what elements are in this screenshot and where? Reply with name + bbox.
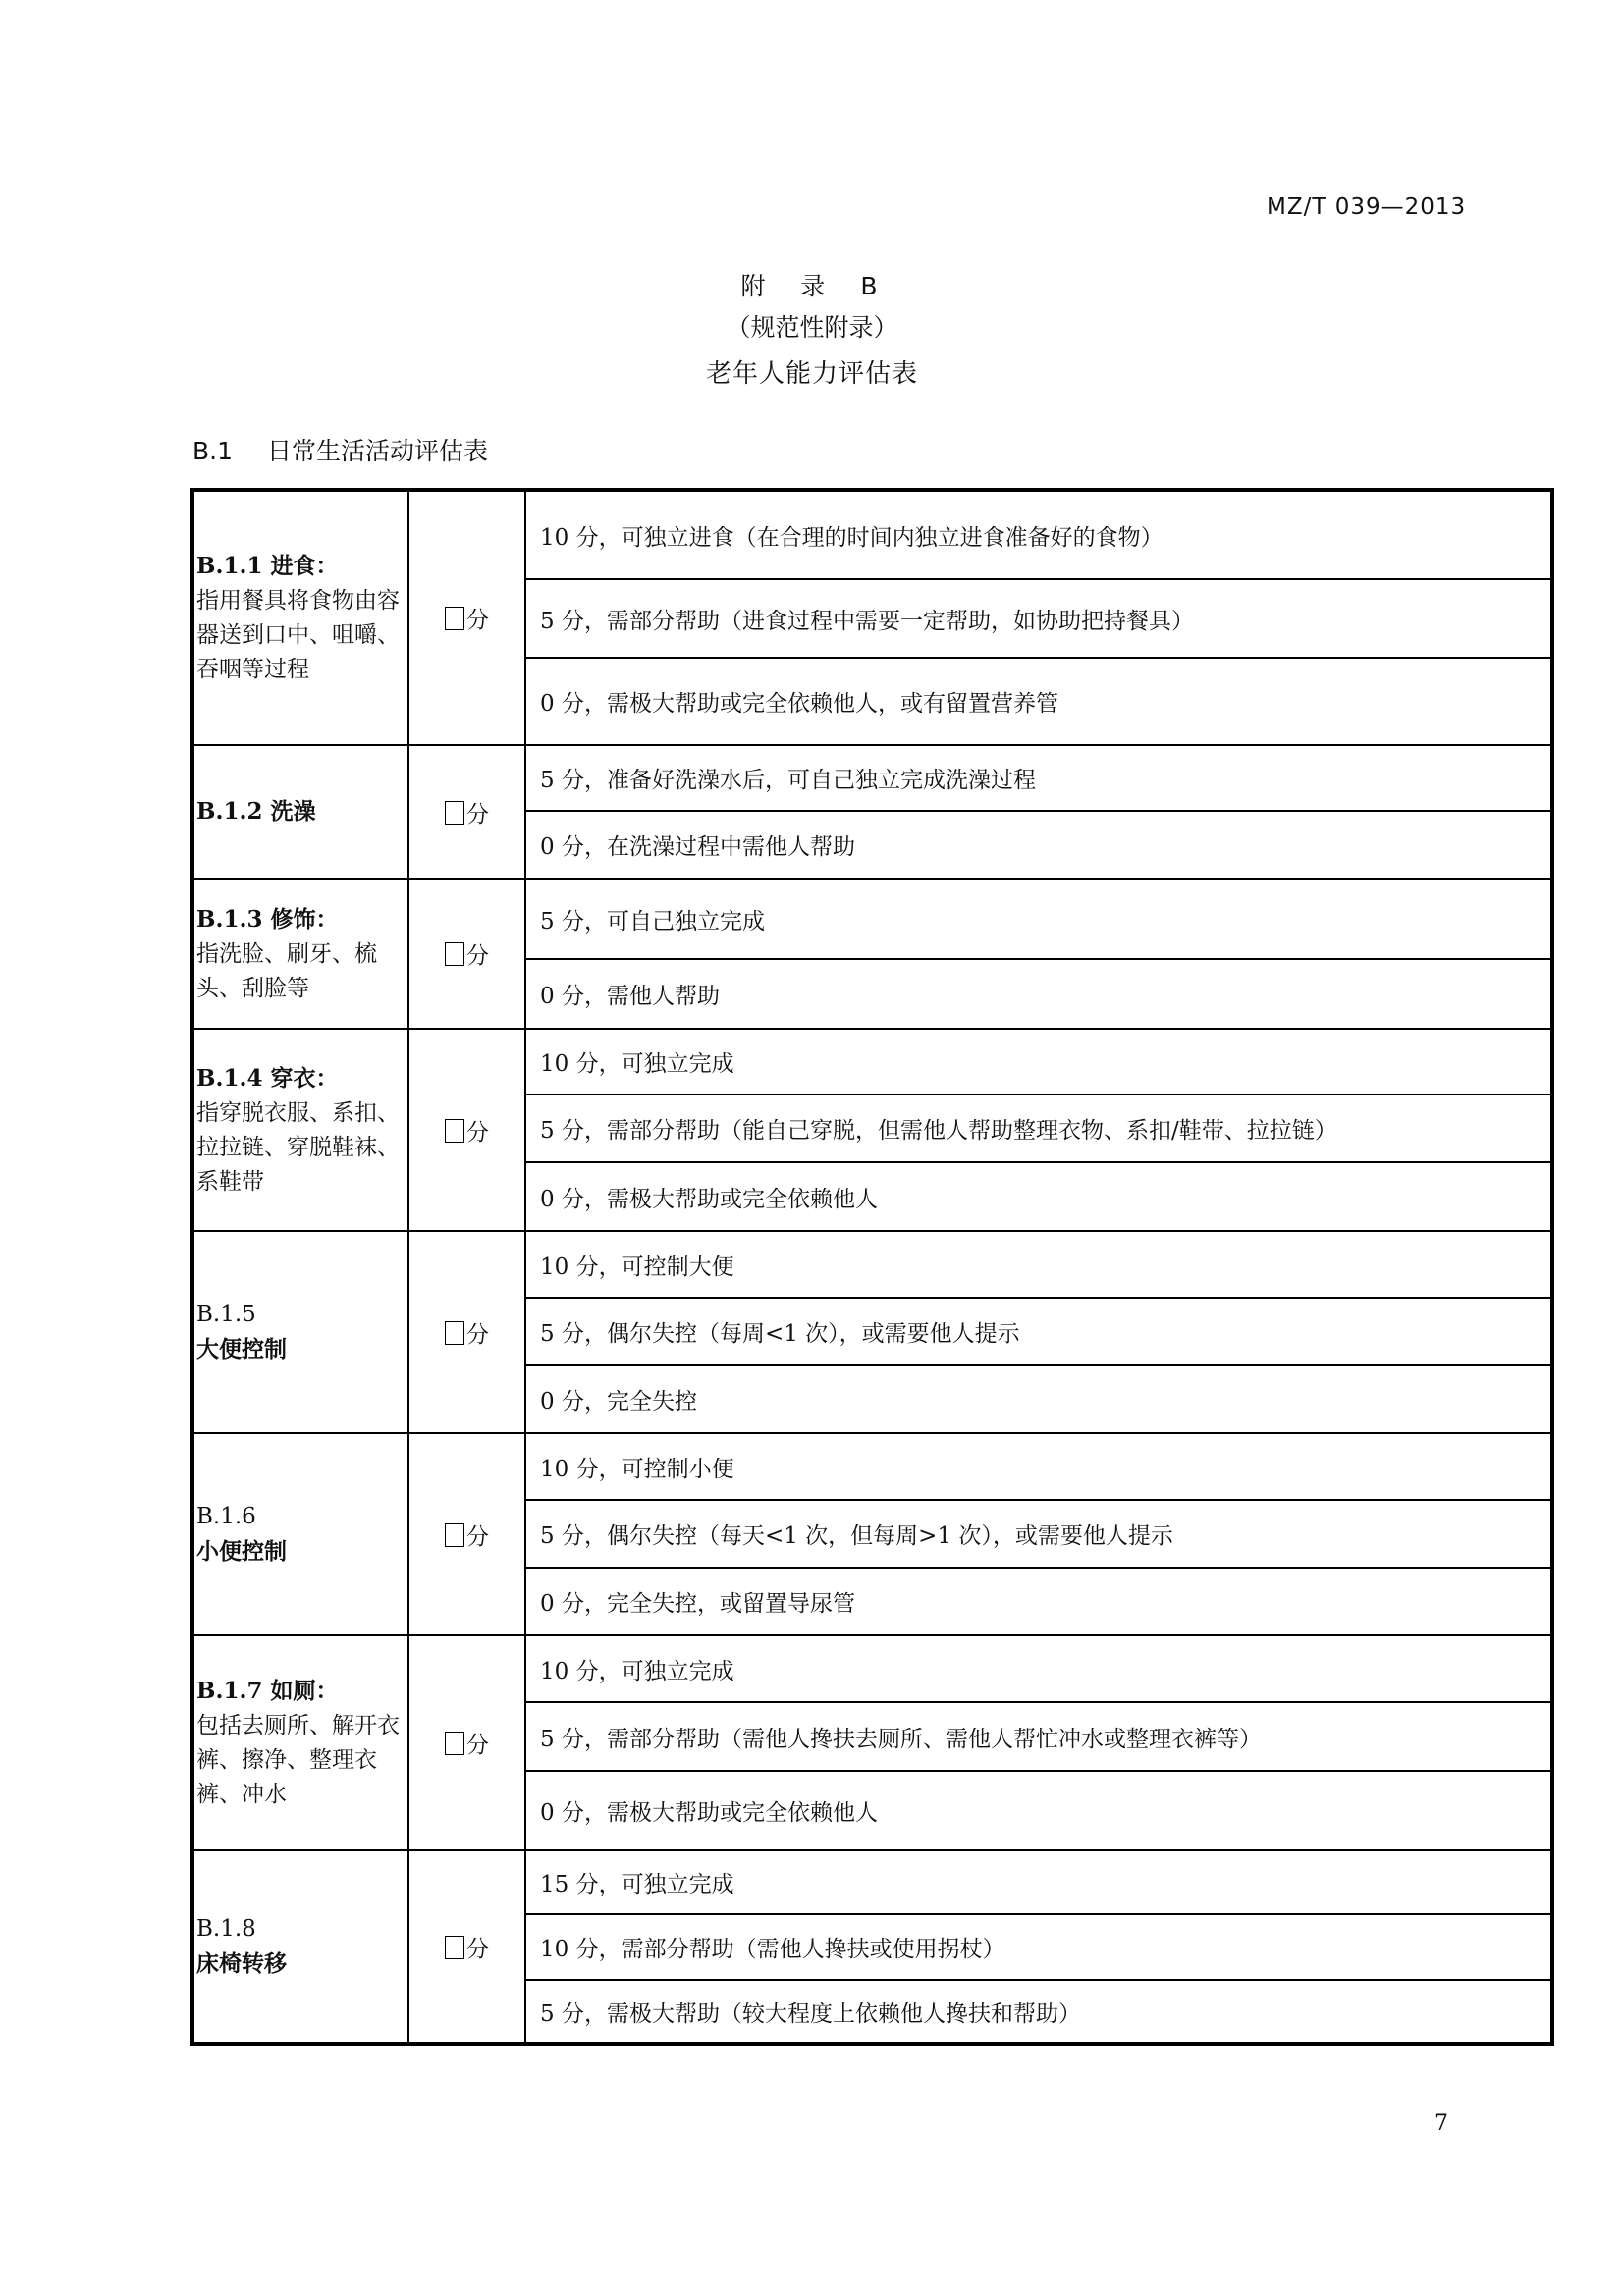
option-cell: 10 分，可独立进食（在合理的时间内独立进食准备好的食物）: [525, 490, 1552, 579]
table-row: [192, 1231, 1552, 1298]
item-code: B.1.5: [196, 1302, 256, 1327]
table-row: [192, 879, 1552, 959]
item-code: B.1.8: [196, 1916, 256, 1942]
item-cell-b14: [192, 1029, 408, 1231]
checkbox-square-icon[interactable]: [445, 1732, 464, 1755]
item-code: B.1.2 洗澡: [196, 798, 316, 825]
option-cell: 5 分，需部分帮助（进食过程中需要一定帮助，如协助把持餐具）: [525, 579, 1552, 658]
item-description: 包括去厕所、解开衣裤、擦净、整理衣裤、冲水: [196, 1713, 400, 1807]
item-code: B.1.4 穿衣：: [196, 1064, 339, 1092]
option-cell: 10 分，可控制大便: [525, 1231, 1552, 1298]
table-row: [192, 1433, 1552, 1500]
item-description: 指用餐具将食物由容器送到口中、咀嚼、吞咽等过程: [196, 588, 400, 682]
score-input-b13[interactable]: 分: [408, 879, 525, 1029]
checkbox-square-icon[interactable]: [445, 607, 464, 630]
checkbox-square-icon[interactable]: [445, 1119, 464, 1143]
option-cell: 5 分，可自己独立完成: [525, 879, 1552, 959]
checkbox-square-icon[interactable]: [445, 942, 464, 966]
item-description: 指穿脱衣服、系扣、拉拉链、穿脱鞋袜、系鞋带: [196, 1099, 400, 1195]
checkbox-square-icon[interactable]: [445, 1936, 464, 1959]
item-code: B.1.1 进食：: [196, 553, 339, 579]
section-title: 日常生活活动评估表: [267, 437, 489, 465]
option-cell: 5 分，准备好洗澡水后，可自己独立完成洗澡过程: [525, 745, 1552, 811]
page-number: 7: [1435, 2111, 1448, 2136]
option-cell: 0 分，需极大帮助或完全依赖他人: [525, 1162, 1552, 1231]
option-cell: 10 分，可独立完成: [525, 1029, 1552, 1095]
table-row: [192, 1029, 1552, 1095]
option-cell: 0 分，需极大帮助或完全依赖他人: [525, 1771, 1552, 1850]
score-input-b11[interactable]: 分: [408, 490, 525, 745]
score-input-b16[interactable]: 分: [408, 1433, 525, 1635]
item-code: B.1.3 修饰：: [196, 905, 339, 933]
option-cell: 0 分，需他人帮助: [525, 959, 1552, 1029]
standard-code: MZ/T 039—2013: [1267, 194, 1467, 220]
option-cell: 0 分，完全失控: [525, 1365, 1552, 1433]
item-cell-b12: [192, 745, 408, 879]
item-description: 大便控制: [196, 1336, 287, 1362]
item-cell-b13: [192, 879, 408, 1029]
annex-type: （规范性附录）: [726, 313, 898, 342]
table-row: [192, 1850, 1552, 1914]
item-cell-b15: [192, 1231, 408, 1433]
score-input-b18[interactable]: 分: [408, 1850, 525, 2044]
option-cell: 5 分，需部分帮助（需他人搀扶去厕所、需他人帮忙冲水或整理衣裤等）: [525, 1702, 1552, 1771]
item-cell-b17: [192, 1635, 408, 1850]
option-cell: 10 分，可控制小便: [525, 1433, 1552, 1500]
section-heading: [192, 432, 488, 467]
option-cell: 5 分，需极大帮助（较大程度上依赖他人搀扶和帮助）: [525, 1980, 1552, 2044]
score-input-b17[interactable]: 分: [408, 1635, 525, 1850]
option-cell: 15 分，可独立完成: [525, 1850, 1552, 1914]
score-input-b12[interactable]: 分: [408, 745, 525, 879]
checkbox-square-icon[interactable]: [445, 1321, 464, 1345]
table-row: [192, 490, 1552, 579]
table-row: [192, 1635, 1552, 1702]
annex-label: 附 录 B: [740, 272, 884, 300]
item-description: 小便控制: [196, 1538, 287, 1565]
option-cell: 0 分，完全失控，或留置导尿管: [525, 1568, 1552, 1635]
option-cell: 5 分，需部分帮助（能自己穿脱，但需他人帮助整理衣物、系扣/鞋带、拉拉链）: [525, 1095, 1552, 1162]
option-cell: 5 分，偶尔失控（每天<1 次，但每周>1 次），或需要他人提示: [525, 1500, 1552, 1568]
item-code: B.1.7 如厕：: [196, 1678, 339, 1704]
checkbox-square-icon[interactable]: [445, 801, 464, 825]
item-cell-b16: [192, 1433, 408, 1635]
item-cell-b11: [192, 490, 408, 745]
option-cell: 0 分，在洗澡过程中需他人帮助: [525, 811, 1552, 879]
item-cell-b18: [192, 1850, 408, 2044]
checkbox-square-icon[interactable]: [445, 1523, 464, 1547]
adl-assessment-table: [190, 488, 1554, 2046]
score-input-b14[interactable]: 分: [408, 1029, 525, 1231]
item-description: 床椅转移: [196, 1950, 287, 1977]
option-cell: 0 分，需极大帮助或完全依赖他人，或有留置营养管: [525, 658, 1552, 745]
item-description: 指洗脸、刷牙、梳头、刮脸等: [196, 940, 377, 1001]
table-row: [192, 745, 1552, 811]
score-input-b15[interactable]: 分: [408, 1231, 525, 1433]
option-cell: 5 分，偶尔失控（每周<1 次），或需要他人提示: [525, 1298, 1552, 1365]
item-code: B.1.6: [196, 1504, 256, 1529]
annex-title: 老年人能力评估表: [705, 359, 918, 389]
option-cell: 10 分，需部分帮助（需他人搀扶或使用拐杖）: [525, 1914, 1552, 1980]
option-cell: 10 分，可独立完成: [525, 1635, 1552, 1702]
section-number: B.1: [192, 437, 234, 465]
